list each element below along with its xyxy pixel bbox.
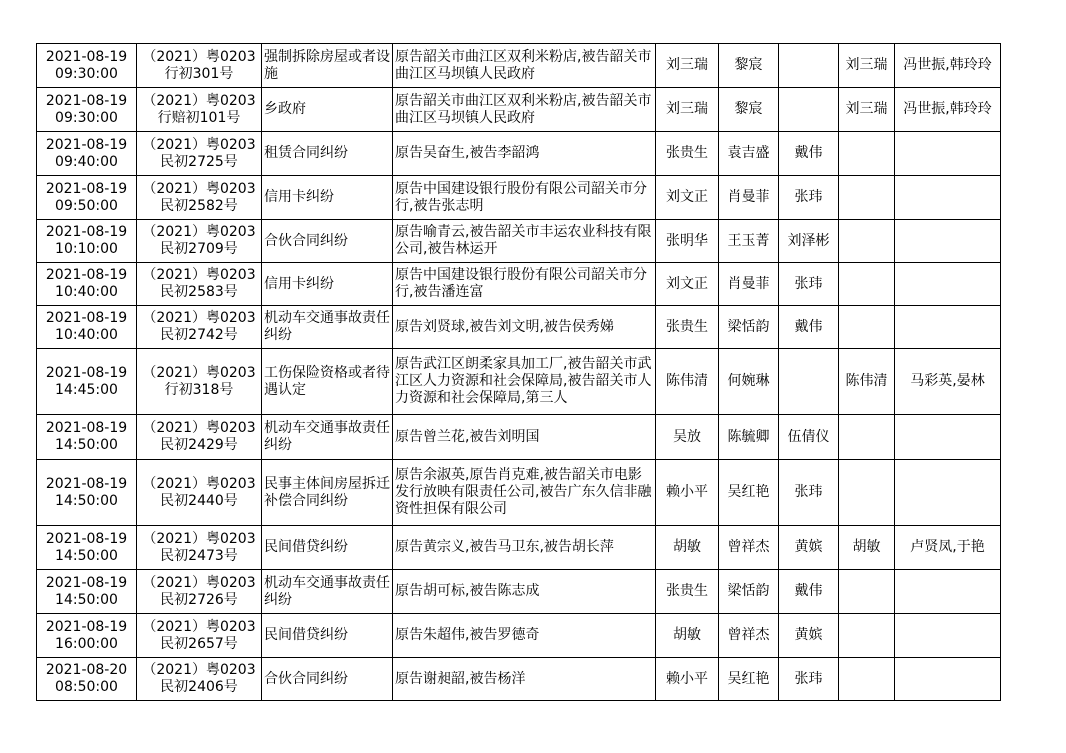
- members-cell: [895, 658, 1001, 701]
- date-text: 2021-08-19: [45, 48, 128, 65]
- judge-cell: [656, 460, 719, 526]
- case-number-prefix: （2021）粤0203: [142, 224, 256, 240]
- assistant-cell: [779, 614, 839, 658]
- judge-cell: [656, 614, 719, 658]
- assistant-text: 张玮: [794, 189, 823, 205]
- assistant-cell: [779, 88, 839, 132]
- presiding-cell: [839, 415, 895, 460]
- datetime-cell: [37, 570, 137, 614]
- judge-cell: [656, 132, 719, 176]
- case-number-cell: [137, 220, 262, 263]
- members-cell: [895, 176, 1001, 220]
- clerk-text: 梁恬韵: [727, 583, 770, 599]
- parties-cell: [393, 132, 656, 176]
- presiding-cell: [839, 306, 895, 349]
- parties-text: 原告武江区朗柔家具加工厂,被告韶关市武江区人力资源和社会保障局,被告韶关市人力资源和社会保障局,第三人: [395, 356, 652, 406]
- judge-cell: [656, 570, 719, 614]
- case-number-cell: [137, 263, 262, 306]
- members-cell: [895, 570, 1001, 614]
- assistant-text: 张玮: [794, 670, 823, 687]
- case-number-cell: [137, 570, 262, 614]
- clerk-text: 肖曼菲: [727, 275, 770, 292]
- case-number-prefix: （2021）粤0203: [142, 618, 256, 635]
- datetime-cell: [37, 132, 137, 176]
- cause-cell: [262, 570, 393, 614]
- presiding-cell: [839, 460, 895, 526]
- case-number-prefix: （2021）粤0203: [142, 180, 256, 197]
- assistant-text: 张玮: [794, 275, 823, 292]
- table-row: [37, 526, 1001, 570]
- case-number-prefix: （2021）粤0203: [142, 574, 256, 591]
- case-number-prefix: （2021）粤0203: [142, 310, 256, 326]
- date-text: 2021-08-19: [45, 267, 128, 283]
- parties-cell: [393, 220, 656, 263]
- judge-cell: [656, 306, 719, 349]
- case-number-prefix: （2021）粤0203: [142, 530, 256, 547]
- clerk-cell: [719, 570, 779, 614]
- presiding-cell: [839, 526, 895, 570]
- members-cell: [895, 132, 1001, 176]
- time-text: 08:50:00: [55, 679, 118, 695]
- clerk-cell: [719, 88, 779, 132]
- time-text: 10:40:00: [55, 327, 118, 343]
- judge-cell: [656, 44, 719, 88]
- judge-cell: [656, 415, 719, 460]
- time-text: 14:50:00: [55, 492, 118, 509]
- table-row: [37, 658, 1001, 701]
- assistant-cell: [779, 570, 839, 614]
- date-text: 2021-08-19: [45, 574, 128, 591]
- clerk-cell: [719, 306, 779, 349]
- parties-text: 原告黄宗义,被告马卫东,被告胡长萍: [395, 539, 614, 555]
- table-row: [37, 349, 1001, 415]
- cause-text: 民事主体间房屋拆迁补偿合同纠纷: [264, 475, 390, 509]
- parties-cell: [393, 460, 656, 526]
- members-cell: [895, 220, 1001, 263]
- presiding-text: 胡敏: [852, 539, 881, 555]
- cause-text: 租赁合同纠纷: [264, 145, 348, 161]
- table-row: [37, 44, 1001, 88]
- table-row: [37, 263, 1001, 306]
- case-number-suffix: 行初301号: [164, 65, 234, 82]
- datetime-cell: [37, 526, 137, 570]
- assistant-text: 刘泽彬: [787, 232, 830, 249]
- parties-cell: [393, 526, 656, 570]
- members-cell: [895, 526, 1001, 570]
- date-text: 2021-08-19: [45, 475, 128, 492]
- case-number-prefix: （2021）粤0203: [142, 475, 256, 492]
- date-text: 2021-08-19: [45, 420, 128, 436]
- cause-cell: [262, 460, 393, 526]
- assistant-cell: [779, 306, 839, 349]
- datetime-cell: [37, 220, 137, 263]
- parties-cell: [393, 658, 656, 701]
- members-cell: [895, 415, 1001, 460]
- case-number-prefix: （2021）粤0203: [142, 420, 256, 436]
- judge-cell: [656, 88, 719, 132]
- judge-cell: [656, 176, 719, 220]
- cause-text: 信用卡纠纷: [264, 275, 334, 292]
- cause-cell: [262, 263, 393, 306]
- clerk-cell: [719, 614, 779, 658]
- presiding-cell: [839, 88, 895, 132]
- clerk-text: 何婉琳: [727, 373, 770, 389]
- presiding-cell: [839, 176, 895, 220]
- parties-text: 原告曾兰花,被告刘明国: [395, 428, 540, 445]
- members-cell: [895, 44, 1001, 88]
- date-text: 2021-08-19: [45, 364, 128, 381]
- assistant-text: 戴伟: [794, 145, 823, 161]
- presiding-text: 陈伟清: [845, 373, 888, 389]
- parties-cell: [393, 44, 656, 88]
- case-number-prefix: （2021）粤0203: [142, 136, 256, 153]
- table-row: [37, 570, 1001, 614]
- case-number-suffix: 民初2709号: [160, 241, 238, 257]
- cause-text: 合伙合同纠纷: [264, 232, 348, 249]
- assistant-text: 戴伟: [794, 318, 823, 335]
- judge-cell: [656, 526, 719, 570]
- judge-text: 赖小平: [666, 484, 708, 500]
- presiding-cell: [839, 658, 895, 701]
- parties-cell: [393, 176, 656, 220]
- table-row: [37, 132, 1001, 176]
- datetime-cell: [37, 415, 137, 460]
- time-text: 09:40:00: [55, 153, 118, 170]
- assistant-cell: [779, 658, 839, 701]
- cause-cell: [262, 526, 393, 570]
- time-text: 09:50:00: [55, 197, 118, 214]
- time-text: 09:30:00: [55, 109, 118, 126]
- clerk-cell: [719, 526, 779, 570]
- parties-text: 原告韶关市曲江区双利米粉店,被告韶关市曲江区马坝镇人民政府: [395, 92, 652, 126]
- cause-cell: [262, 415, 393, 460]
- judge-cell: [656, 263, 719, 306]
- presiding-cell: [839, 44, 895, 88]
- case-number-suffix: 民初2406号: [160, 679, 238, 695]
- clerk-text: 袁吉盛: [727, 145, 770, 161]
- case-number-suffix: 行初318号: [164, 381, 234, 398]
- case-number-cell: [137, 132, 262, 176]
- parties-cell: [393, 415, 656, 460]
- clerk-text: 黎宸: [734, 57, 763, 73]
- assistant-text: 伍倩仪: [787, 428, 830, 445]
- clerk-text: 梁恬韵: [727, 318, 770, 335]
- case-number-prefix: （2021）粤0203: [142, 48, 256, 65]
- case-number-cell: [137, 349, 262, 415]
- case-number-cell: [137, 306, 262, 349]
- judge-text: 刘三瑞: [666, 101, 708, 117]
- date-text: 2021-08-19: [45, 310, 128, 326]
- parties-text: 原告余淑英,原告肖克难,被告韶关市电影发行放映有限责任公司,被告广东久信非融资性担保有限公司: [395, 467, 652, 517]
- assistant-cell: [779, 415, 839, 460]
- members-cell: [895, 460, 1001, 526]
- cause-text: 工伤保险资格或者待遇认定: [264, 364, 390, 398]
- datetime-cell: [37, 349, 137, 415]
- case-number-prefix: （2021）粤0203: [142, 267, 256, 283]
- clerk-cell: [719, 132, 779, 176]
- judge-text: 胡敏: [673, 539, 701, 555]
- assistant-cell: [779, 44, 839, 88]
- case-number-prefix: （2021）粤0203: [142, 662, 256, 678]
- parties-text: 原告胡可标,被告陈志成: [395, 583, 540, 599]
- clerk-text: 曾祥杰: [727, 539, 770, 555]
- members-text: 卢贤凤,于艳: [910, 539, 985, 555]
- cause-text: 机动车交通事故责任纠纷: [264, 420, 390, 453]
- time-text: 14:50:00: [55, 547, 118, 564]
- judge-text: 张贵生: [666, 145, 708, 161]
- case-number-cell: [137, 176, 262, 220]
- judge-text: 陈伟清: [666, 373, 708, 389]
- cause-text: 机动车交通事故责任纠纷: [264, 310, 390, 343]
- case-number-suffix: 民初2429号: [160, 437, 238, 453]
- cause-cell: [262, 132, 393, 176]
- presiding-cell: [839, 132, 895, 176]
- judge-text: 张贵生: [666, 318, 708, 335]
- case-number-cell: [137, 658, 262, 701]
- cause-cell: [262, 220, 393, 263]
- assistant-cell: [779, 176, 839, 220]
- clerk-cell: [719, 263, 779, 306]
- presiding-cell: [839, 263, 895, 306]
- clerk-cell: [719, 44, 779, 88]
- table-row: [37, 176, 1001, 220]
- case-number-cell: [137, 88, 262, 132]
- judge-text: 刘三瑞: [666, 57, 708, 73]
- judge-cell: [656, 220, 719, 263]
- judge-text: 刘文正: [666, 189, 708, 205]
- assistant-text: 张玮: [794, 484, 823, 500]
- time-text: 14:45:00: [55, 381, 118, 398]
- time-text: 16:00:00: [55, 635, 118, 652]
- date-text: 2021-08-19: [45, 530, 128, 547]
- time-text: 14:50:00: [55, 437, 118, 453]
- clerk-text: 陈毓卿: [727, 428, 770, 445]
- assistant-cell: [779, 220, 839, 263]
- parties-text: 原告刘贤球,被告刘文明,被告侯秀娣: [395, 318, 614, 335]
- case-number-suffix: 民初2726号: [160, 591, 238, 608]
- datetime-cell: [37, 88, 137, 132]
- parties-text: 原告韶关市曲江区双利米粉店,被告韶关市曲江区马坝镇人民政府: [395, 48, 652, 82]
- cause-text: 信用卡纠纷: [264, 189, 334, 205]
- case-number-suffix: 民初2440号: [160, 492, 238, 509]
- judge-text: 刘文正: [666, 275, 708, 292]
- cause-cell: [262, 44, 393, 88]
- clerk-text: 肖曼菲: [727, 189, 770, 205]
- cause-cell: [262, 349, 393, 415]
- datetime-cell: [37, 176, 137, 220]
- presiding-cell: [839, 570, 895, 614]
- judge-cell: [656, 349, 719, 415]
- date-text: 2021-08-20: [45, 662, 128, 678]
- clerk-text: 黎宸: [734, 101, 763, 117]
- cause-text: 机动车交通事故责任纠纷: [264, 574, 390, 608]
- clerk-cell: [719, 220, 779, 263]
- date-text: 2021-08-19: [45, 92, 128, 109]
- cause-text: 民间借贷纠纷: [264, 627, 348, 643]
- presiding-cell: [839, 349, 895, 415]
- assistant-text: 黄嫔: [794, 539, 823, 555]
- datetime-cell: [37, 263, 137, 306]
- cause-text: 合伙合同纠纷: [264, 670, 348, 687]
- date-text: 2021-08-19: [45, 136, 128, 153]
- presiding-text: 刘三瑞: [845, 57, 888, 73]
- case-number-cell: [137, 526, 262, 570]
- cause-text: 民间借贷纠纷: [264, 539, 348, 555]
- cause-cell: [262, 658, 393, 701]
- parties-cell: [393, 263, 656, 306]
- case-number-cell: [137, 44, 262, 88]
- clerk-text: 曾祥杰: [727, 627, 770, 643]
- assistant-text: 黄嫔: [794, 627, 823, 643]
- cause-cell: [262, 306, 393, 349]
- clerk-cell: [719, 176, 779, 220]
- parties-text: 原告朱超伟,被告罗德奇: [395, 627, 540, 643]
- clerk-text: 吴红艳: [727, 484, 770, 500]
- cause-text: 乡政府: [264, 101, 306, 117]
- case-number-cell: [137, 415, 262, 460]
- members-text: 冯世振,韩玲玲: [903, 57, 992, 73]
- case-number-suffix: 民初2742号: [160, 327, 238, 343]
- members-cell: [895, 614, 1001, 658]
- parties-cell: [393, 614, 656, 658]
- parties-text: 原告中国建设银行股份有限公司韶关市分行,被告潘连富: [395, 267, 647, 300]
- parties-text: 原告中国建设银行股份有限公司韶关市分行,被告张志明: [395, 180, 647, 214]
- members-cell: [895, 349, 1001, 415]
- case-number-suffix: 民初2725号: [160, 153, 238, 170]
- parties-text: 原告喻青云,被告韶关市丰运农业科技有限公司,被告林运开: [395, 224, 652, 257]
- datetime-cell: [37, 306, 137, 349]
- parties-text: 原告吴奋生,被告李韶鸿: [395, 145, 540, 161]
- date-text: 2021-08-19: [45, 618, 128, 635]
- judge-text: 吴放: [673, 428, 701, 445]
- case-number-suffix: 民初2583号: [160, 284, 238, 300]
- assistant-cell: [779, 526, 839, 570]
- case-number-prefix: （2021）粤0203: [142, 92, 256, 109]
- presiding-cell: [839, 614, 895, 658]
- cause-cell: [262, 614, 393, 658]
- members-cell: [895, 263, 1001, 306]
- case-number-suffix: 民初2657号: [160, 635, 238, 652]
- cause-cell: [262, 88, 393, 132]
- table-row: [37, 88, 1001, 132]
- judge-text: 张明华: [666, 232, 708, 249]
- judge-text: 胡敏: [673, 627, 701, 643]
- table-row: [37, 415, 1001, 460]
- case-number-cell: [137, 614, 262, 658]
- judge-cell: [656, 658, 719, 701]
- case-number-suffix: 行赔初101号: [157, 109, 241, 126]
- parties-cell: [393, 88, 656, 132]
- hearing-schedule-table: [36, 43, 1001, 701]
- members-cell: [895, 88, 1001, 132]
- datetime-cell: [37, 658, 137, 701]
- date-text: 2021-08-19: [45, 224, 128, 240]
- parties-cell: [393, 570, 656, 614]
- presiding-cell: [839, 220, 895, 263]
- clerk-cell: [719, 349, 779, 415]
- assistant-text: 戴伟: [794, 583, 823, 599]
- table-row: [37, 306, 1001, 349]
- datetime-cell: [37, 460, 137, 526]
- parties-text: 原告谢昶韶,被告杨洋: [395, 670, 526, 687]
- assistant-cell: [779, 263, 839, 306]
- presiding-text: 刘三瑞: [845, 101, 888, 117]
- assistant-cell: [779, 132, 839, 176]
- case-number-suffix: 民初2582号: [160, 197, 238, 214]
- time-text: 10:40:00: [55, 284, 118, 300]
- members-text: 马彩英,晏林: [910, 373, 985, 389]
- case-number-cell: [137, 460, 262, 526]
- clerk-cell: [719, 460, 779, 526]
- judge-text: 张贵生: [666, 583, 708, 599]
- time-text: 10:10:00: [55, 241, 118, 257]
- clerk-text: 王玉菁: [727, 232, 770, 249]
- datetime-cell: [37, 614, 137, 658]
- members-cell: [895, 306, 1001, 349]
- case-number-suffix: 民初2473号: [160, 547, 238, 564]
- date-text: 2021-08-19: [45, 180, 128, 197]
- parties-cell: [393, 306, 656, 349]
- members-text: 冯世振,韩玲玲: [903, 101, 992, 117]
- clerk-text: 吴红艳: [727, 670, 770, 687]
- parties-cell: [393, 349, 656, 415]
- case-number-prefix: （2021）粤0203: [142, 364, 256, 381]
- judge-text: 赖小平: [666, 670, 708, 687]
- datetime-cell: [37, 44, 137, 88]
- assistant-cell: [779, 349, 839, 415]
- table-row: [37, 460, 1001, 526]
- time-text: 14:50:00: [55, 591, 118, 608]
- table-row: [37, 614, 1001, 658]
- cause-text: 强制拆除房屋或者设施: [264, 48, 390, 82]
- clerk-cell: [719, 658, 779, 701]
- assistant-cell: [779, 460, 839, 526]
- cause-cell: [262, 176, 393, 220]
- clerk-cell: [719, 415, 779, 460]
- table-row: [37, 220, 1001, 263]
- time-text: 09:30:00: [55, 65, 118, 82]
